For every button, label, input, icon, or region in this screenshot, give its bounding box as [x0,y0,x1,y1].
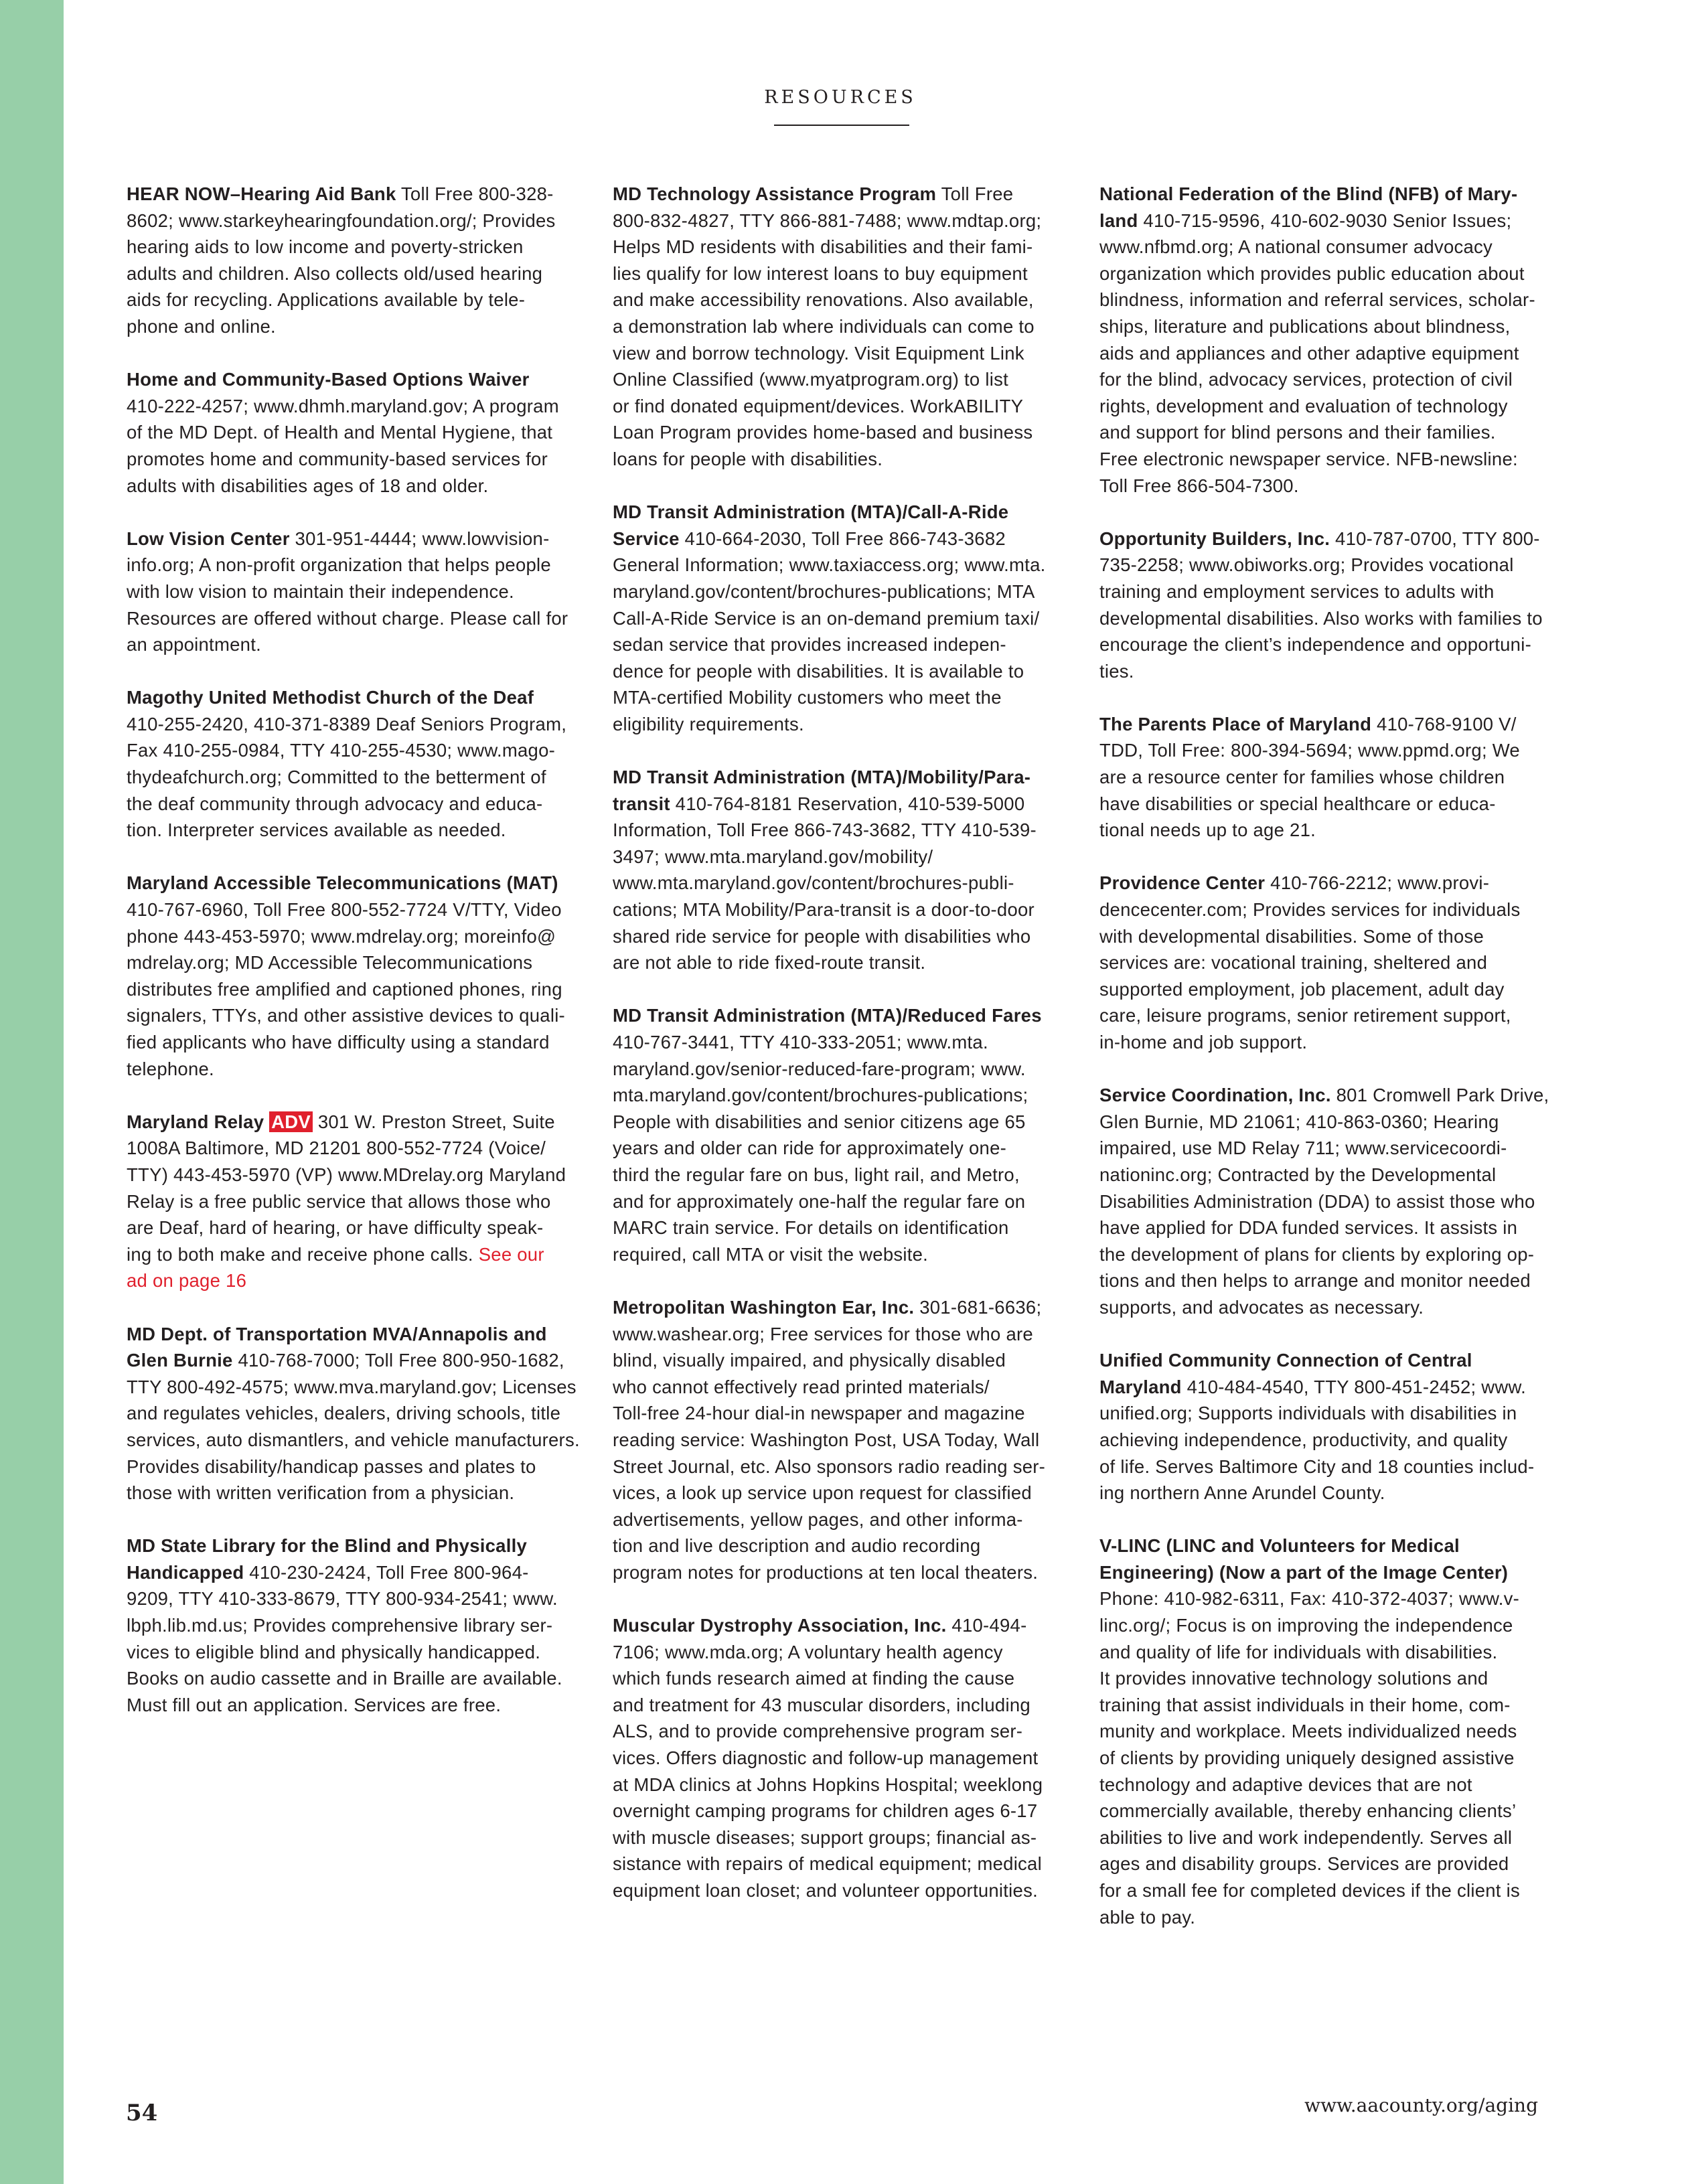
resource-name: MD Technology Assistance Program [613,183,937,204]
resource-entry [1099,1533,1568,1930]
resource-entry [127,1321,595,1506]
resource-details: 410-664-2030, Toll Free 866-743-3682 General Information; www.taxiaccess.org; www.mta. maryland.gov/content/brochures-publications; MTA Call-A-Ride Service is an on-demand premium taxi/ sedan service that provides increased indepen- dence for people with disabilities. It is available to MTA-certified Mobility customers who meet the eligibility requirements. [613,528,1046,734]
resource-name: HEAR NOW–Hearing Aid Bank [127,183,396,204]
column-2 [613,181,1081,1930]
resource-entry [1099,181,1568,499]
resource-entry [127,1533,595,1718]
resource-details: 301-681-6636; www.washear.org; Free services for those who are blind, visually impaired, and physically disabled who cannot effectively read printed materials/ Toll-free 24-hour dial-in newspaper and magazine reading service: Washington Post, USA Today, Wall Street Journal, etc. Also sponsors radio reading ser- vices, a look up service upon request for classified advertisements, yellow pages, and other informa- tion and live description and audio recording program notes for productions at ten local theaters. [613,1296,1046,1583]
resource-details: Toll Free 800-832-4827, TTY 866-881-7488; www.mdtap.org; Helps MD residents with disabilities and their fami- lies qualify for low interest loans to buy equipment and make accessibility renovations. Also available, a demonstration lab where individuals can come to view and borrow technology. Visit Equipment Link Online Classified (www.myatprogram.org) to list or find donated equipment/devices. WorkABILITY Loan Program provides home-based and business loans for people with disabilities. [613,183,1042,469]
resource-details: 801 Cromwell Park Drive, Glen Burnie, MD 21061; 410-863-0360; Hearing impaired, use MD Relay 711; www.servicecoordi- nationinc.org; Contracted by the Developmental Disabilities Administration (DDA) to assist those who have applied for DDA funded services. It assists in the development of plans for clients by exploring op- tions and then helps to arrange and monitor needed supports, and advocates as necessary. [1099,1085,1549,1318]
resource-name: MD Dept. of Transportation MVA/Annapolis and Glen Burnie [127,1323,547,1371]
resource-entry [1099,526,1568,685]
resource-details: 410-222-4257; www.dhmh.maryland.gov; A program of the MD Dept. of Health and Mental Hygiene, that promotes home and community-based services for adults with disabilities ages of 18 and older. [127,395,559,496]
resource-name: V-LINC (LINC and Volunteers for Medical Engineering) (Now a part of the Image Center) [1099,1535,1509,1583]
resource-name: Home and Community-Based Options Waiver [127,369,530,390]
resource-entry [127,684,595,844]
resource-name: MD Transit Administration (MTA)/Call-A-Ride Service [613,501,1009,549]
resource-details: 410-767-3441, TTY 410-333-2051; www.mta. maryland.gov/senior-reduced-fare-program; www. mta.maryland.gov/content/brochures-publications; People with disabilities and senior citizens age 65 years and older can ride for approximately one- third the regular fare on bus, light rail, and Metro, and for approximately one-half the regular fare on MARC train service. For details on identification required, call MTA or visit the website. [613,1032,1028,1265]
resource-entry [613,1002,1081,1267]
resource-details: 410-767-6960, Toll Free 800-552-7724 V/TTY, Video phone 443-453-5970; www.mdrelay.org; moreinfo@ mdrelay.org; MD Accessible Telecommunications distributes free amplified and captioned phones, ring signalers, TTYs, and other assistive devices to quali- fied applicants who have difficulty using a standard telephone. [127,899,565,1079]
resource-entry [613,1294,1081,1586]
resource-details: 410-494- 7106; www.mda.org; A voluntary health agency which funds research aimed at finding the cause and treatment for 43 muscular disorders, including ALS, and to provide comprehensive program ser- vices. Offers diagnostic and follow-up management at MDA clinics at Johns Hopkins Hospital; weeklong overnight camping programs for children ages 6-17 with muscle diseases; support groups; financial as- sistance with repairs of medical equipment; medical equipment loan closet; and volunteer opportunities. [613,1615,1043,1901]
resource-name: Muscular Dystrophy Association, Inc. [613,1615,947,1636]
resource-name: The Parents Place of Maryland [1099,713,1372,734]
resource-details: 301-951-4444; www.lowvision- info.org; A non-profit organization that helps people with low vision to maintain their independence. Resources are offered without charge. Please call for an appointment. [127,528,568,655]
advertiser-badge: ADV [269,1111,313,1132]
resource-details: 410-230-2424, Toll Free 800-964- 9209, TTY 410-333-8679, TTY 800-934-2541; www. lbph.lib.md.us; Provides comprehensive library ser- vices to eligible blind and physically handicapped. Books on audio cassette and in Braille are available. Must fill out an application. Services are free. [127,1561,562,1715]
green-sidebar-band [0,0,64,2184]
resource-name: MD Transit Administration (MTA)/Reduced Fares [613,1005,1042,1026]
resource-entry [127,366,595,499]
column-1 [127,181,595,1745]
resource-details: 410-766-2212; www.provi- dencecenter.com; Provides services for individuals with developmental disabilities. Some of those services are: vocational training, sheltered and supported employment, job placement, adult day care, leisure programs, senior retirement support, in-home and job support. [1099,872,1521,1052]
title-underline-rule [774,125,909,126]
resource-name: MD State Library for the Blind and Physically Handicapped [127,1535,528,1583]
resource-entry [613,181,1081,473]
resource-entry [613,499,1081,737]
resource-entry [1099,711,1568,844]
resource-entry [613,1612,1081,1904]
column-3 [1099,181,1568,1957]
resource-details: 410-768-7000; Toll Free 800-950-1682, TTY 800-492-4575; www.mva.maryland.gov; Licenses and regulates vehicles, dealers, driving schools, title services, auto dismantlers, and vehicle manufacturers. Provides disability/handicap passes and plates to those with written verification from a physician. [127,1350,580,1504]
resource-details: Phone: 410-982-6311, Fax: 410-372-4037; www.v- linc.org/; Focus is on improving the independence and quality of life for individuals with disabilities. It provides innovative technology solutions and training that assist individuals in their home, com- munity and workplace. Meets individualized needs of clients by providing uniquely designed assistive technology and adaptive devices that are not commercially available, thereby enhancing clients’ abilities to live and work independently. Serves all ages and disability groups. Services are provided for a small fee for completed devices if the client is able to pay. [1099,1588,1520,1928]
page-number: 54 [126,2100,158,2126]
resource-details: 410-484-4540, TTY 800-451-2452; www. unified.org; Supports individuals with disabilities in achieving independence, productivity, and quality of life. Serves Baltimore City and 18 counties includ- ing northern Anne Arundel County. [1099,1376,1535,1504]
resource-details: 410-255-2420, 410-371-8389 Deaf Seniors Program, Fax 410-255-0984, TTY 410-255-4530; www.mago- thydeafchurch.org; Committed to the betterment of the deaf community through advocacy and educa- tion. Interpreter services available as needed. [127,713,567,841]
resource-entry [127,870,595,1082]
resource-details: 410-715-9596, 410-602-9030 Senior Issues; www.nfbmd.org; A national consumer advocacy organization which provides public education about blindness, information and referral services, scholar- ships, literature and publications about blindness, aids and appliances and other adaptive equipment for the blind, advocacy services, protection of civil rights, development and evaluation of technology and support for blind persons and their families. Free electronic newspaper service. NFB-newsline: Toll Free 866-504-7300. [1099,210,1535,496]
resource-details: Toll Free 800-328- 8602; www.starkeyhearingfoundation.org/; Provides hearing aids to low income and poverty-stricken adults and children. Also collects old/used hearing aids for recycling. Applications available by tele- phone and online. [127,183,556,337]
resource-entry [1099,1347,1568,1506]
resource-entry [127,1109,595,1294]
resource-name: Magothy United Methodist Church of the Deaf [127,687,534,708]
resource-name: Providence Center [1099,872,1266,894]
resource-entry [127,526,595,658]
resource-entry [613,764,1081,976]
resource-details: 410-787-0700, TTY 800- 735-2258; www.obiworks.org; Provides vocational training and employment services to adults with developmental disabilities. Also works with families to encourage the client’s independence and opportuni- ties. [1099,528,1543,682]
resource-name: Maryland Accessible Telecommunications (MAT) [127,872,558,894]
resource-details: 410-764-8181 Reservation, 410-539-5000 Information, Toll Free 866-743-3682, TTY 410-539- 3497; www.mta.maryland.gov/mobility/ www.mta.maryland.gov/content/brochures-publi- cations; MTA Mobility/Para-transit is a door-to-door shared ride service for people with disabilities who are not able to ride fixed-route transit. [613,793,1037,973]
resource-details: 301 W. Preston Street, Suite 1008A Baltimore, MD 21201 800-552-7724 (Voice/ TTY) 443-453-5970 (VP) www.MDrelay.org Maryland Relay is a free public service that allows those who are Deaf, hard of hearing, or have difficulty speak- ing to both make and receive phone calls. [127,1111,566,1265]
ad-page-link[interactable]: See our ad on page 16 [127,1243,544,1292]
resource-name: National Federation of the Blind (NFB) of Mary- land [1099,183,1518,231]
resource-entry [1099,870,1568,1055]
resource-name: MD Transit Administration (MTA)/Mobility/Para- transit [613,767,1031,814]
resource-name: Opportunity Builders, Inc. [1099,528,1330,549]
resource-name: Maryland Relay [127,1111,264,1132]
resource-name: Service Coordination, Inc. [1099,1085,1331,1106]
page-section-title: RESOURCES [764,87,917,108]
resource-details: 410-768-9100 V/ TDD, Toll Free: 800-394-5694; www.ppmd.org; We are a resource center for families whose children have disabilities or special healthcare or educa- tional needs up to age 21. [1099,713,1520,841]
resource-name: Low Vision Center [127,528,290,549]
resource-entry [1099,1082,1568,1320]
resource-name: Metropolitan Washington Ear, Inc. [613,1296,915,1318]
resource-name: Unified Community Connection of Central Maryland [1099,1350,1472,1397]
footer-url[interactable]: www.aacounty.org/aging [1304,2094,1538,2116]
resource-entry [127,181,595,340]
